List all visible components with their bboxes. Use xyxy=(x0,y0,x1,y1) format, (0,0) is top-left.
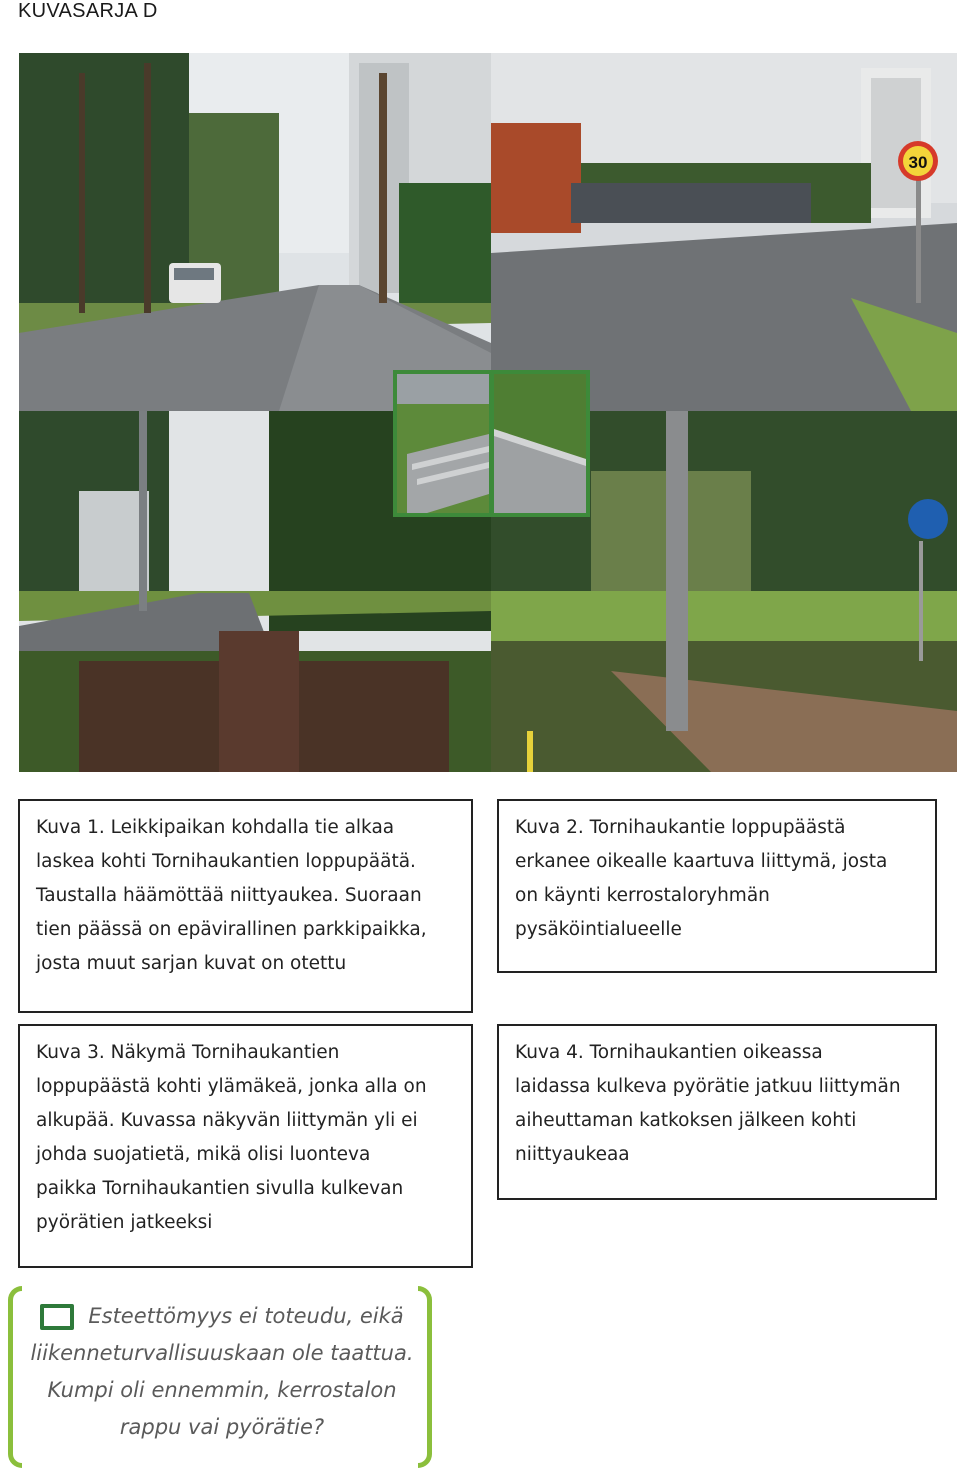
caption-line: alkupää. Kuvassa näkyvän liittymän yli ei xyxy=(36,1110,418,1131)
caption-line: Taustalla häämöttää niittyaukea. Suoraan xyxy=(36,885,422,906)
note-line: Kumpi oli ennemmin, kerrostalon xyxy=(47,1378,397,1402)
assessment-note xyxy=(8,1286,432,1474)
caption-line: pyörätien jatkeeksi xyxy=(36,1212,213,1233)
caption-line: laidassa kulkeva pyörätie jatkuu liittymän xyxy=(515,1076,901,1097)
caption-line: tien päässä on epävirallinen parkkipaikka, xyxy=(36,919,427,940)
parking-area-with-speed-sign-photo xyxy=(491,53,957,411)
caption-line: josta muut sarjan kuvat on otettu xyxy=(36,953,347,974)
caption-line: pysäköintialueelle xyxy=(515,919,682,940)
caption-kuva-2 xyxy=(497,799,937,973)
caption-line: Kuva 3. Näkymä Tornihaukantien xyxy=(36,1042,340,1063)
steps-and-curb-detail-photo xyxy=(393,370,590,517)
note-line: Esteettömyys ei toteudu, eikä xyxy=(88,1304,404,1328)
caption-line: erkanee oikealle kaartuva liittymä, josta xyxy=(515,851,888,872)
caption-kuva-3 xyxy=(18,1024,473,1268)
note-line: liikenneturvallisuuskaan ole taattua. xyxy=(30,1341,414,1365)
caption-line: Kuva 2. Tornihaukantie loppupäästä xyxy=(515,817,846,838)
caption-line: on käynti kerrostaloryhmän xyxy=(515,885,770,906)
caption-kuva-1 xyxy=(18,799,473,1013)
page-title: KUVASARJA D xyxy=(18,0,158,22)
caption-line: Kuva 1. Leikkipaikan kohdalla tie alkaa xyxy=(36,817,395,838)
caption-kuva-4 xyxy=(497,1024,937,1200)
caption-line: Kuva 4. Tornihaukantien oikeassa xyxy=(515,1042,823,1063)
caption-line: paikka Tornihaukantien sivulla kulkevan xyxy=(36,1178,404,1199)
road-with-van-photo xyxy=(19,53,491,411)
caption-line: johda suojatietä, mikä olisi luonteva xyxy=(36,1144,371,1165)
caption-line: loppupäästä kohti ylämäkeä, jonka alla on xyxy=(36,1076,427,1097)
note-line: rappu vai pyörätie? xyxy=(119,1415,325,1439)
caption-line: laskea kohti Tornihaukantien loppupäätä. xyxy=(36,851,416,872)
caption-line: aiheuttaman katkoksen jälkeen kohti xyxy=(515,1110,857,1131)
speed-sign-text: 30 xyxy=(908,153,928,172)
caption-line: niittyaukeaa xyxy=(515,1144,630,1165)
